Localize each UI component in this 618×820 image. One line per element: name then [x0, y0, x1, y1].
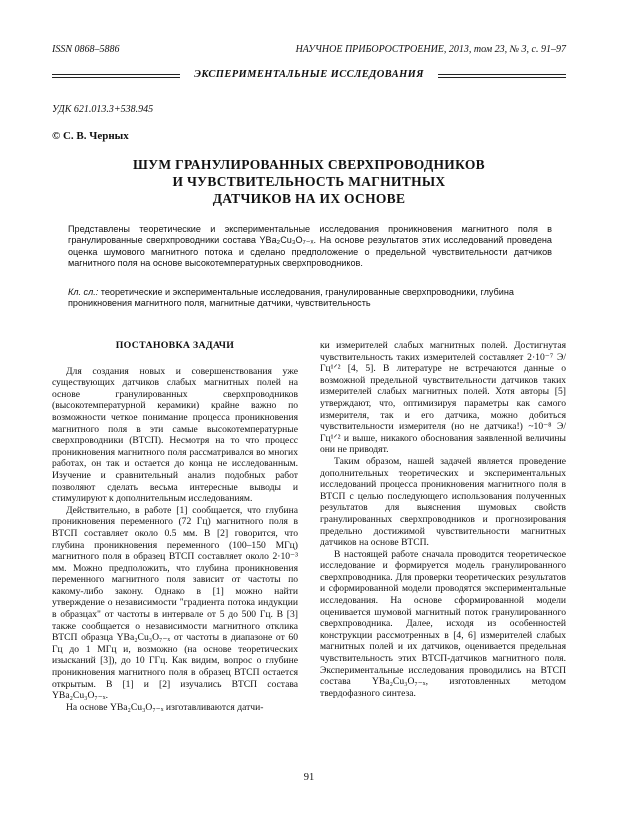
title-line: ШУМ ГРАНУЛИРОВАННЫХ СВЕРХПРОВОДНИКОВ — [133, 157, 485, 172]
article-title — [52, 156, 566, 207]
page-number: 91 — [303, 772, 315, 783]
paragraph: Таким образом, нашей задачей является проведение дополнительных теоретических и экспериментальных исследований процесса проникновения магнитного поля в ВТСП с целью последующего использования полученных результатов для выяснения шумовых свойств гранулированных сверхпроводников и прогнозирования предельно достижимой чувствительности магнитных датчиков на основе ВТСП. — [320, 455, 566, 549]
paragraph: На основе YBa₂Cu₃O₇₋ₓ изготавливаются датчи- — [66, 701, 264, 713]
issn: ISSN 0868–5886 — [52, 44, 120, 55]
paragraph: Действительно, в работе [1] сообщается, что глубина проникновения переменного (72 Гц) магнитного поля в ВТСП составляет около 0.5 мм. В [2] говорится, что глубина проникновения переменного (100–150 МГц) магнитного поля в образец ВТСП составляет около 2·10⁻³ мм. Можно предположить, что глубина проникновения переменного магнитного поля зависит от частоты по какому-либо закону. Однако в [1] можно найти утверждение о независимости "градиента потока индукции в образцах" от частоты в интервале от 5 до 500 Гц. В [3] также сообщается о независимости магнитного отклика ВТСП образца YBa₂Cu₃O₇₋ₓ от частоты в диапазоне от 60 Гц до 1 МГц и, возможно (на основе теоретических изысканий [3]), до 10 ГГц. Как видим, вопрос о глубине проникновения магнитного поля в образец ВТСП остается открытым. В [1] и [2] изучались ВТСП состава YBa₂Cu₃O₇₋ₓ. — [52, 504, 298, 702]
right-column — [320, 340, 566, 699]
left-column — [52, 340, 298, 713]
abstract: Представлены теоретические и экспериментальные исследования проникновения магнитного поля в гранулированные сверхпроводники состава YBa₂Cu₃O₇₋ₓ. На основе результатов этих исследований проведена оценка шумового магнитного потока и сделано предположение о предельной чувствительности датчиков магнитного поля на основе высокотемпературных сверхпроводников. — [68, 224, 552, 268]
paragraph: В настоящей работе сначала проводится теоретическое исследование и формируется модель гранулированного сверхпроводника. Для проверки теоретических результатов и сформированной модели проводятся экспериментальные исследования. На основе сформированной модели оценивается шумовой магнитный поток гранулированного сверхпроводника. Далее, исходя из особенностей конструкции рассмотренных в [4, 6] измерителей слабых магнитных полей и их датчиков, оценивается предельная чувствительность этих ВТСП-датчиков магнитного поля. Экспериментальные исследования проводились на ВТСП состава YBa₂Cu₃O₇₋ₓ, изготовленных методом твердофазного синтеза. — [320, 548, 566, 699]
paragraph: Для создания новых и совершенствования уже существующих датчиков слабых магнитных полей на основе гранулированных сверхпроводников (высокотемпературной керамики) крайне важно по возможности четкое понимание процесса проникновения магнитного поля в эти самые высокотемпературные сверхпроводники (ВТСП). Несмотря на то что процесс проникновения магнитного поля рассматривался во многих работах, он так и остается до конца не исследованным. Изучение и сравнительный анализ подобных работ позволяют сделать весьма интересные выводы и стимулируют к дополнительным исследованиям. — [52, 365, 298, 505]
keywords — [68, 287, 552, 310]
rule-right — [438, 74, 566, 78]
udk-code: УДК 621.013.3+538.945 — [52, 104, 154, 115]
author: © С. В. Черных — [52, 130, 129, 142]
paragraph: ки измерителей слабых магнитных полей. Достигнутая чувствительность таких измерителей составляет 2·10⁻⁷ Э/Гц¹ᐟ² [4, 5]. В литературе не встречаются данные о возможной предельной чувствительности датчиков таких измерителей слабых магнитных полей. Хотя авторы [5] утверждают, что, оптимизируя параметры как самого измерителя, так и его датчика, можно добиться чувствительности измерителя (но не датчика!) ~10⁻⁸ Э/Гц¹ᐟ² и выше, никакого обоснования заявленной величины они не приводят. — [320, 340, 566, 456]
title-line: И ЧУВСТВИТЕЛЬНОСТЬ МАГНИТНЫХ — [172, 174, 446, 189]
title-line: ДАТЧИКОВ НА ИХ ОСНОВЕ — [212, 191, 406, 206]
section-title: ЭКСПЕРИМЕНТАЛЬНЫЕ ИССЛЕДОВАНИЯ — [194, 69, 424, 80]
journal-citation: НАУЧНОЕ ПРИБОРОСТРОЕНИЕ, 2013, том 23, № 3, c. 91–97 — [295, 44, 566, 55]
section-heading: ПОСТАНОВКА ЗАДАЧИ — [115, 340, 235, 351]
keywords-label: Кл. сл.: — [68, 287, 99, 297]
keywords-text: теоретические и экспериментальные исследования, гранулированные сверхпроводники, глубина проникновения магнитного поля, магнитные датчики, чувствительность — [68, 287, 514, 309]
section-banner — [52, 71, 566, 85]
